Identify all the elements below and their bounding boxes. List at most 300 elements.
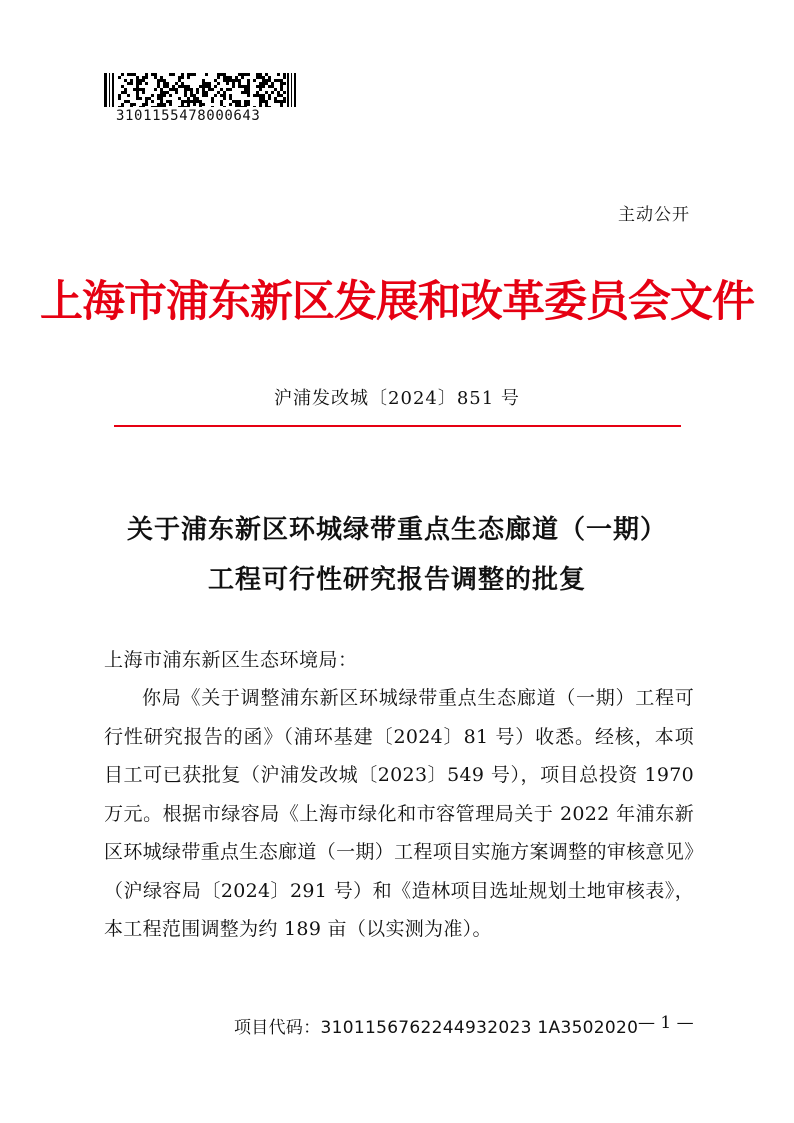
barcode-cell xyxy=(121,91,124,94)
barcode-cell xyxy=(247,82,250,85)
barcode-cell xyxy=(160,103,163,106)
red-divider xyxy=(114,425,681,427)
barcode-cell xyxy=(175,91,178,94)
barcode-cell xyxy=(154,88,157,91)
barcode-cell xyxy=(136,94,139,97)
barcode-cell xyxy=(259,97,262,100)
barcode-cell xyxy=(280,79,283,82)
barcode-cell xyxy=(166,91,169,94)
barcode-cell xyxy=(145,76,148,79)
barcode-cell xyxy=(136,76,139,79)
barcode-cell xyxy=(157,82,160,85)
barcode-cell xyxy=(160,76,163,79)
barcode-cell xyxy=(202,79,205,82)
barcode-cell xyxy=(259,94,262,97)
barcode-cell xyxy=(139,79,142,82)
barcode-cell xyxy=(184,85,187,88)
barcode-cell xyxy=(199,100,202,103)
barcode-cell xyxy=(247,100,250,103)
barcode-cell xyxy=(256,94,259,97)
barcode-cell xyxy=(223,97,226,100)
barcode-cell xyxy=(235,103,238,106)
barcode-cell xyxy=(190,94,193,97)
barcode-cell xyxy=(241,85,244,88)
barcode-cell xyxy=(187,97,190,100)
barcode-cell xyxy=(145,82,148,85)
barcode-cell xyxy=(280,106,283,107)
barcode-cell xyxy=(118,94,121,97)
barcode-cell xyxy=(235,79,238,82)
barcode-cell xyxy=(280,82,283,85)
document-number: 沪浦发改城〔2024〕851 号 xyxy=(274,388,520,409)
barcode-cell xyxy=(265,79,268,82)
barcode-cell xyxy=(208,88,211,91)
barcode-cell xyxy=(163,103,166,106)
barcode-cell xyxy=(253,106,256,107)
barcode-cell xyxy=(229,76,232,79)
barcode-cell xyxy=(238,85,241,88)
barcode-cell xyxy=(268,85,271,88)
barcode-cell xyxy=(274,100,277,103)
barcode-cell xyxy=(142,103,145,106)
barcode-cell xyxy=(265,103,268,106)
barcode-cell xyxy=(211,97,214,100)
document-title xyxy=(60,505,734,605)
barcode-cell xyxy=(157,103,160,106)
barcode-cell xyxy=(241,91,244,94)
barcode-cell xyxy=(265,82,268,85)
barcode-cell xyxy=(193,97,196,100)
barcode-cell xyxy=(232,82,235,85)
barcode-cell xyxy=(262,85,265,88)
barcode-cell xyxy=(259,85,262,88)
barcode-cell xyxy=(154,106,157,107)
barcode-cell xyxy=(262,76,265,79)
barcode-cell xyxy=(175,88,178,91)
barcode-cell xyxy=(226,79,229,82)
barcode-cell xyxy=(187,106,190,107)
barcode-cell xyxy=(262,79,265,82)
barcode-cell xyxy=(148,97,151,100)
document-title-line-2: 工程可行性研究报告调整的批复 xyxy=(207,565,586,595)
barcode-cell xyxy=(121,85,124,88)
barcode-cell xyxy=(247,79,250,82)
barcode-cell xyxy=(160,106,163,107)
barcode-cell xyxy=(277,73,280,76)
barcode-cell xyxy=(130,73,133,76)
barcode-cell xyxy=(265,91,268,94)
barcode-cell xyxy=(268,97,271,100)
barcode-cell xyxy=(190,73,193,76)
barcode-cell xyxy=(178,85,181,88)
barcode-cell xyxy=(232,85,235,88)
barcode-cell xyxy=(166,85,169,88)
barcode-cell xyxy=(262,82,265,85)
barcode-cell xyxy=(268,94,271,97)
barcode-cell xyxy=(259,88,262,91)
barcode-cell xyxy=(238,100,241,103)
barcode-cell xyxy=(280,94,283,97)
barcode-cell xyxy=(244,88,247,91)
barcode-cell xyxy=(163,85,166,88)
project-code: 项目代码：3101156762244932023 1A3502020 xyxy=(234,1018,639,1038)
barcode-cell xyxy=(202,82,205,85)
barcode-cell xyxy=(229,97,232,100)
barcode-cell xyxy=(217,73,220,76)
barcode-cell xyxy=(181,82,184,85)
barcode-cell xyxy=(205,82,208,85)
barcode-cell xyxy=(181,100,184,103)
barcode-cell xyxy=(187,76,190,79)
barcode-cell xyxy=(151,100,154,103)
barcode-cell xyxy=(271,85,274,88)
barcode xyxy=(104,73,296,107)
barcode-cell xyxy=(145,100,148,103)
barcode-cell xyxy=(130,79,133,82)
barcode-cell xyxy=(283,73,286,76)
barcode-cell xyxy=(211,106,214,107)
barcode-cell xyxy=(277,94,280,97)
barcode-cell xyxy=(142,91,145,94)
barcode-cell xyxy=(121,106,124,107)
barcode-cell xyxy=(193,100,196,103)
disclosure-label: 主动公开 xyxy=(618,205,690,225)
barcode-cell xyxy=(238,103,241,106)
barcode-cell xyxy=(202,85,205,88)
barcode-cell xyxy=(226,88,229,91)
barcode-cell xyxy=(157,94,160,97)
barcode-cell xyxy=(274,97,277,100)
barcode-cell xyxy=(181,103,184,106)
barcode-cell xyxy=(184,94,187,97)
barcode-cell xyxy=(172,85,175,88)
barcode-cell xyxy=(193,94,196,97)
barcode-cell xyxy=(220,103,223,106)
barcode-cell xyxy=(214,85,217,88)
barcode-number: 3101155478000643 xyxy=(116,108,261,124)
barcode-cell xyxy=(157,85,160,88)
barcode-cell xyxy=(175,82,178,85)
barcode-cell xyxy=(178,106,181,107)
barcode-cell xyxy=(133,103,136,106)
barcode-cell xyxy=(124,79,127,82)
body-paragraph: 你局《关于调整浦东新区环城绿带重点生态廊道（一期）工程可行性研究报告的函》（浦环基建〔2024〕81 号）收悉。经核，本项目工可已获批复（沪浦发改城〔2023〕549 号），项目总投资 1970 万元。根据市绿容局《上海市绿化和市容管理局关于 2022 年浦东新区环城绿带重点生态廊道（一期）工程项目实施方案调整的审核意见》（沪绿容局〔2024〕291 号）和《造林项目选址规划土地审核表》，本工程范围调整为约 189 亩（以实测为准）。 xyxy=(104,687,694,940)
barcode-cell xyxy=(121,73,124,76)
barcode-cell xyxy=(142,88,145,91)
barcode-cell xyxy=(196,100,199,103)
barcode-cell xyxy=(139,106,142,107)
barcode-cell xyxy=(211,88,214,91)
barcode-cell xyxy=(271,82,274,85)
barcode-cell xyxy=(229,103,232,106)
barcode-cell xyxy=(139,82,142,85)
barcode-cell xyxy=(151,73,154,76)
barcode-cell xyxy=(202,103,205,106)
barcode-cell xyxy=(121,103,124,106)
barcode-cell xyxy=(160,88,163,91)
barcode-cell xyxy=(274,88,277,91)
barcode-cell xyxy=(280,88,283,91)
barcode-cell xyxy=(259,100,262,103)
barcode-cell xyxy=(211,100,214,103)
barcode-cell xyxy=(238,82,241,85)
barcode-cell xyxy=(283,82,286,85)
barcode-cell xyxy=(145,97,148,100)
barcode-cell xyxy=(154,73,157,76)
barcode-cell xyxy=(130,103,133,106)
barcode-cell xyxy=(169,94,172,97)
document-title-line-1: 关于浦东新区环城绿带重点生态廊道（一期） xyxy=(126,515,667,545)
barcode-cell xyxy=(199,85,202,88)
barcode-cell xyxy=(169,103,172,106)
barcode-cell xyxy=(160,91,163,94)
barcode-cell xyxy=(256,85,259,88)
barcode-cell xyxy=(130,106,133,107)
barcode-cell xyxy=(262,94,265,97)
barcode-cell xyxy=(280,103,283,106)
barcode-cell xyxy=(247,91,250,94)
barcode-cell xyxy=(133,88,136,91)
barcode-cell xyxy=(208,85,211,88)
barcode-cell xyxy=(241,106,244,107)
barcode-cell xyxy=(268,106,271,107)
barcode-cell xyxy=(145,73,148,76)
barcode-cell xyxy=(178,79,181,82)
barcode-cell xyxy=(223,91,226,94)
barcode-cell xyxy=(142,76,145,79)
barcode-cell xyxy=(142,79,145,82)
barcode-cell xyxy=(226,76,229,79)
barcode-cell xyxy=(253,79,256,82)
barcode-cell xyxy=(265,106,268,107)
barcode-cell xyxy=(118,106,121,107)
barcode-cell xyxy=(262,100,265,103)
barcode-cell xyxy=(256,73,259,76)
barcode-cell xyxy=(277,79,280,82)
barcode-cell xyxy=(217,76,220,79)
barcode-cell xyxy=(220,88,223,91)
barcode-cell xyxy=(187,88,190,91)
barcode-cell xyxy=(238,79,241,82)
barcode-cell xyxy=(154,76,157,79)
barcode-cell xyxy=(223,94,226,97)
barcode-cell xyxy=(187,85,190,88)
barcode-cell xyxy=(163,79,166,82)
barcode-cell xyxy=(244,106,247,107)
barcode-cell xyxy=(205,94,208,97)
barcode-cell xyxy=(280,100,283,103)
barcode-cell xyxy=(160,94,163,97)
barcode-cell xyxy=(205,91,208,94)
barcode-cell xyxy=(190,88,193,91)
barcode-cell xyxy=(118,76,121,79)
barcode-cell xyxy=(247,94,250,97)
barcode-cell xyxy=(130,82,133,85)
barcode-cell xyxy=(244,103,247,106)
barcode-cell xyxy=(238,73,241,76)
barcode-cell xyxy=(265,73,268,76)
barcode-cell xyxy=(247,85,250,88)
barcode-cell xyxy=(277,100,280,103)
barcode-cell xyxy=(259,106,262,107)
barcode-cell xyxy=(184,88,187,91)
barcode-cell xyxy=(196,97,199,100)
barcode-cell xyxy=(220,94,223,97)
barcode-cell xyxy=(235,76,238,79)
barcode-cell xyxy=(229,94,232,97)
barcode-cell xyxy=(151,94,154,97)
barcode-cell xyxy=(187,100,190,103)
barcode-cell xyxy=(136,88,139,91)
barcode-cell xyxy=(277,91,280,94)
barcode-cell xyxy=(160,97,163,100)
barcode-cell xyxy=(202,94,205,97)
barcode-cell xyxy=(208,82,211,85)
barcode-cell xyxy=(265,100,268,103)
barcode-cell xyxy=(229,88,232,91)
barcode-cell xyxy=(235,100,238,103)
barcode-cell xyxy=(127,73,130,76)
barcode-cell xyxy=(124,100,127,103)
barcode-cell xyxy=(190,91,193,94)
barcode-cell xyxy=(280,85,283,88)
barcode-cell xyxy=(136,97,139,100)
barcode-cell xyxy=(223,79,226,82)
barcode-cell xyxy=(190,100,193,103)
barcode-cell xyxy=(184,100,187,103)
barcode-cell xyxy=(181,106,184,107)
barcode-cell xyxy=(136,79,139,82)
barcode-cell xyxy=(223,106,226,107)
barcode-cell xyxy=(166,82,169,85)
barcode-cell xyxy=(127,100,130,103)
barcode-cell xyxy=(259,76,262,79)
barcode-cell xyxy=(235,106,238,107)
barcode-cell xyxy=(160,100,163,103)
barcode-cell xyxy=(283,97,286,100)
barcode-cell xyxy=(172,73,175,76)
barcode-cell xyxy=(217,91,220,94)
barcode-cell xyxy=(157,79,160,82)
barcode-cell xyxy=(139,97,142,100)
barcode-cell xyxy=(256,76,259,79)
barcode-cell xyxy=(259,103,262,106)
barcode-cell xyxy=(136,85,139,88)
barcode-cell xyxy=(232,100,235,103)
barcode-cell xyxy=(181,85,184,88)
barcode-cell xyxy=(160,79,163,82)
barcode-cell xyxy=(172,88,175,91)
barcode-cell xyxy=(163,91,166,94)
barcode-cell xyxy=(244,100,247,103)
page-number: — 1 — xyxy=(638,1013,694,1033)
barcode-cell xyxy=(163,82,166,85)
barcode-cell xyxy=(247,88,250,91)
barcode-cell xyxy=(217,82,220,85)
barcode-cell xyxy=(133,73,136,76)
barcode-cell xyxy=(226,82,229,85)
barcode-cell xyxy=(202,88,205,91)
barcode-cell xyxy=(271,91,274,94)
barcode-cell xyxy=(127,82,130,85)
barcode-cell xyxy=(157,97,160,100)
barcode-cell xyxy=(268,79,271,82)
barcode-cell xyxy=(193,73,196,76)
barcode-cell xyxy=(193,103,196,106)
barcode-cell xyxy=(268,76,271,79)
barcode-cell xyxy=(199,106,202,107)
barcode-cell xyxy=(187,73,190,76)
barcode-cell xyxy=(244,85,247,88)
barcode-cell xyxy=(163,94,166,97)
barcode-cell xyxy=(283,76,286,79)
barcode-cell xyxy=(169,73,172,76)
barcode-cell xyxy=(223,76,226,79)
barcode-cell xyxy=(184,91,187,94)
barcode-cell xyxy=(199,103,202,106)
barcode-cell xyxy=(220,73,223,76)
barcode-cell xyxy=(229,79,232,82)
barcode-cell xyxy=(157,106,160,107)
barcode-cell xyxy=(124,91,127,94)
barcode-cell xyxy=(202,91,205,94)
barcode-cell xyxy=(283,100,286,103)
barcode-cell xyxy=(244,73,247,76)
barcode-cell xyxy=(136,91,139,94)
barcode-cell xyxy=(163,106,166,107)
barcode-cell xyxy=(139,88,142,91)
barcode-cell xyxy=(178,97,181,100)
barcode-cell xyxy=(241,73,244,76)
barcode-cell xyxy=(184,106,187,107)
barcode-cell xyxy=(169,88,172,91)
barcode-cell xyxy=(274,79,277,82)
barcode-cell xyxy=(205,85,208,88)
barcode-cell xyxy=(223,73,226,76)
barcode-cell xyxy=(187,103,190,106)
barcode-cell xyxy=(247,103,250,106)
barcode-cell xyxy=(259,73,262,76)
barcode-cell xyxy=(151,106,154,107)
barcode-cell xyxy=(205,73,208,76)
barcode-cell xyxy=(256,91,259,94)
barcode-cell xyxy=(214,94,217,97)
barcode-cell xyxy=(214,79,217,82)
barcode-cell xyxy=(232,79,235,82)
barcode-cell xyxy=(283,91,286,94)
barcode-cell xyxy=(244,91,247,94)
barcode-cell xyxy=(247,73,250,76)
barcode-cell xyxy=(262,97,265,100)
addressee: 上海市浦东新区生态环境局： xyxy=(104,649,358,671)
barcode-cell xyxy=(196,88,199,91)
barcode-cell xyxy=(136,82,139,85)
barcode-cell xyxy=(220,100,223,103)
barcode-cell xyxy=(253,94,256,97)
barcode-cell xyxy=(259,82,262,85)
barcode-cell xyxy=(145,103,148,106)
barcode-cell xyxy=(166,100,169,103)
barcode-cell xyxy=(124,88,127,91)
barcode-cell xyxy=(127,94,130,97)
barcode-cell xyxy=(241,76,244,79)
barcode-cell xyxy=(181,73,184,76)
barcode-cell xyxy=(238,106,241,107)
barcode-cell xyxy=(178,76,181,79)
barcode-cell xyxy=(142,106,145,107)
barcode-cell xyxy=(196,91,199,94)
barcode-cell xyxy=(169,100,172,103)
